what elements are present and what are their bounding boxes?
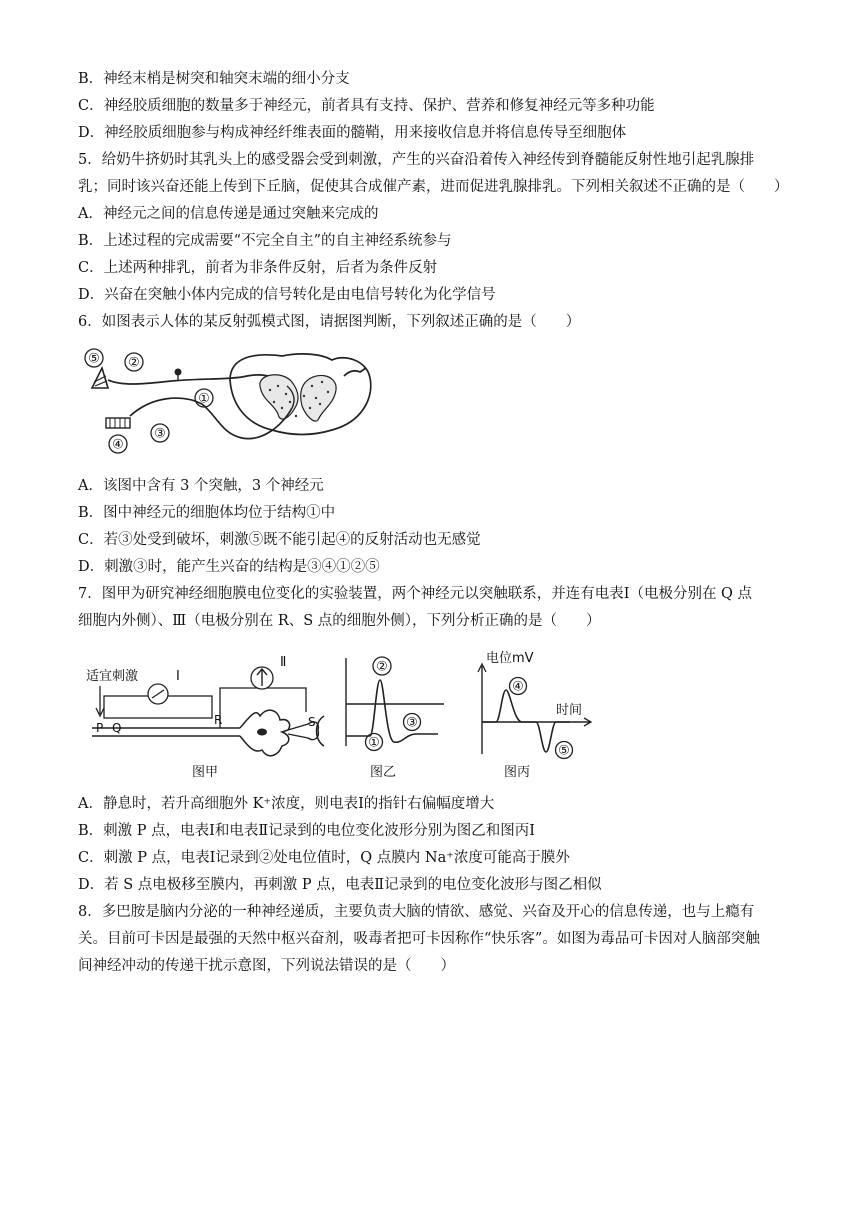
q8-stem-line1: 8．多巴胺是脑内分泌的一种神经递质，主要负责大脑的情欲、感觉、兴奋及开心的信息传递，也与上瘾有 (78, 904, 755, 920)
point-p: P (96, 721, 104, 735)
point-r: R (214, 713, 223, 727)
q7-stem-line2: 细胞内外侧）、Ⅲ（电极分别在 R、S 点的细胞外侧），下列分析正确的是（ ） (78, 613, 601, 629)
q4-option-c: C．神经胶质细胞的数量多于神经元，前者具有支持、保护、营养和修复神经元等多种功能 (78, 98, 655, 114)
meter-1-label: Ⅰ (176, 669, 180, 684)
q5-stem-line1: 5．给奶牛挤奶时其乳头上的感受器会受到刺激，产生的兴奋沿着传入神经传到脊髓能反射性地引起乳腺排 (78, 152, 755, 168)
q4-option-b: B．神经末梢是树突和轴突末端的细小分支 (78, 71, 350, 87)
q5-option-c: C．上述两种排乳，前者为非条件反射，后者为条件反射 (78, 260, 438, 276)
meter-2-wiring (220, 688, 306, 728)
yi-action-potential-curve (346, 680, 438, 742)
q7-option-b: B．刺激 P 点，电表Ⅰ和电表Ⅱ记录到的电位变化波形分别为图乙和图丙Ⅰ (78, 823, 535, 839)
yi-label-1: ① (368, 735, 380, 751)
q6-option-c: C．若③处受到破坏，刺激⑤既不能引起④的反射活动也无感觉 (78, 532, 481, 548)
effector-structure (106, 418, 130, 428)
label-5: ⑤ (88, 351, 100, 367)
receptor-structure (92, 368, 108, 388)
bing-x-label: 时间 (556, 703, 583, 718)
q7-option-a: A．静息时，若升高细胞外 K⁺浓度，则电表Ⅰ的指针右偏幅度增大 (78, 796, 495, 812)
q4-option-d: D．神经胶质细胞参与构成神经纤维表面的髓鞘，用来接收信息并将信息传导至细胞体 (78, 125, 627, 141)
grey-matter (260, 375, 336, 421)
bing-label-5: ⑤ (558, 743, 570, 759)
stimulus-label: 适宜刺激 (86, 669, 139, 684)
dorsal-root-mark (344, 368, 366, 376)
fig-jia-caption: 图甲 (192, 765, 219, 780)
figure-bing-potential-curve (470, 646, 600, 780)
q8-stem-line3: 间神经冲动的传递干扰示意图，下列说法错误的是（ ） (78, 958, 455, 974)
q6-option-b: B．图中神经元的细胞体均位于结构①中 (78, 505, 336, 521)
q6-option-a: A．该图中含有 3 个突触，3 个神经元 (78, 478, 324, 494)
q5-option-d: D．兴奋在突触小体内完成的信号转化是由电信号转化为化学信号 (78, 287, 496, 303)
nucleus (257, 729, 267, 736)
yi-label-2: ② (376, 659, 388, 675)
figure-jia-apparatus (82, 650, 336, 780)
reflex-arc-figure (82, 346, 382, 458)
bing-label-4: ④ (512, 679, 524, 695)
yi-label-3: ③ (406, 715, 418, 731)
label-2: ② (128, 355, 140, 371)
q7-option-d: D．若 S 点电极移至膜内，再刺激 P 点，电表Ⅱ记录到的电位变化波形与图乙相似 (78, 877, 602, 893)
bing-biphasic-curve (482, 690, 570, 752)
label-3: ③ (154, 426, 166, 442)
bing-y-label: 电位mV (486, 651, 534, 666)
q8-stem-line2: 关。目前可卡因是最强的天然中枢兴奋剂，吸毒者把可卡因称作“快乐客”。如图为毒品可卡因对人脑部突触 (78, 931, 760, 947)
q7-stem-line1: 7．图甲为研究神经细胞膜电位变化的实验装置，两个神经元以突触联系，并连有电表Ⅰ（电极分别在 Q 点 (78, 586, 753, 602)
point-s: S (308, 715, 316, 729)
label-4: ④ (112, 437, 124, 453)
q5-option-b: B．上述过程的完成需要“不完全自主”的自主神经系统参与 (78, 233, 452, 249)
label-1: ① (198, 391, 210, 407)
q6-stem: 6．如图表示人体的某反射弧模式图，请据图判断，下列叙述正确的是（ ） (78, 314, 581, 330)
meter-2-label: Ⅱ (280, 655, 287, 670)
q6-option-d: D．刺激③时，能产生兴奋的结构是③④①②⑤ (78, 559, 380, 575)
fig-yi-caption: 图乙 (370, 765, 397, 780)
figure-yi-potential-curve (340, 650, 450, 780)
q5-option-a: A．神经元之间的信息传递是通过突触来完成的 (78, 206, 379, 222)
fig-bing-caption: 图丙 (504, 765, 531, 780)
q7-option-c: C．刺激 P 点，电表Ⅰ记录到②处电位值时，Q 点膜内 Na⁺浓度可能高于膜外 (78, 850, 570, 866)
q5-stem-line2: 乳；同时该兴奋还能上传到下丘脑，促使其合成催产素，进而促进乳腺排乳。下列相关叙述不正确的是（ ） (78, 179, 789, 195)
point-q: Q (112, 721, 122, 735)
ganglion-cell-body (175, 369, 182, 376)
